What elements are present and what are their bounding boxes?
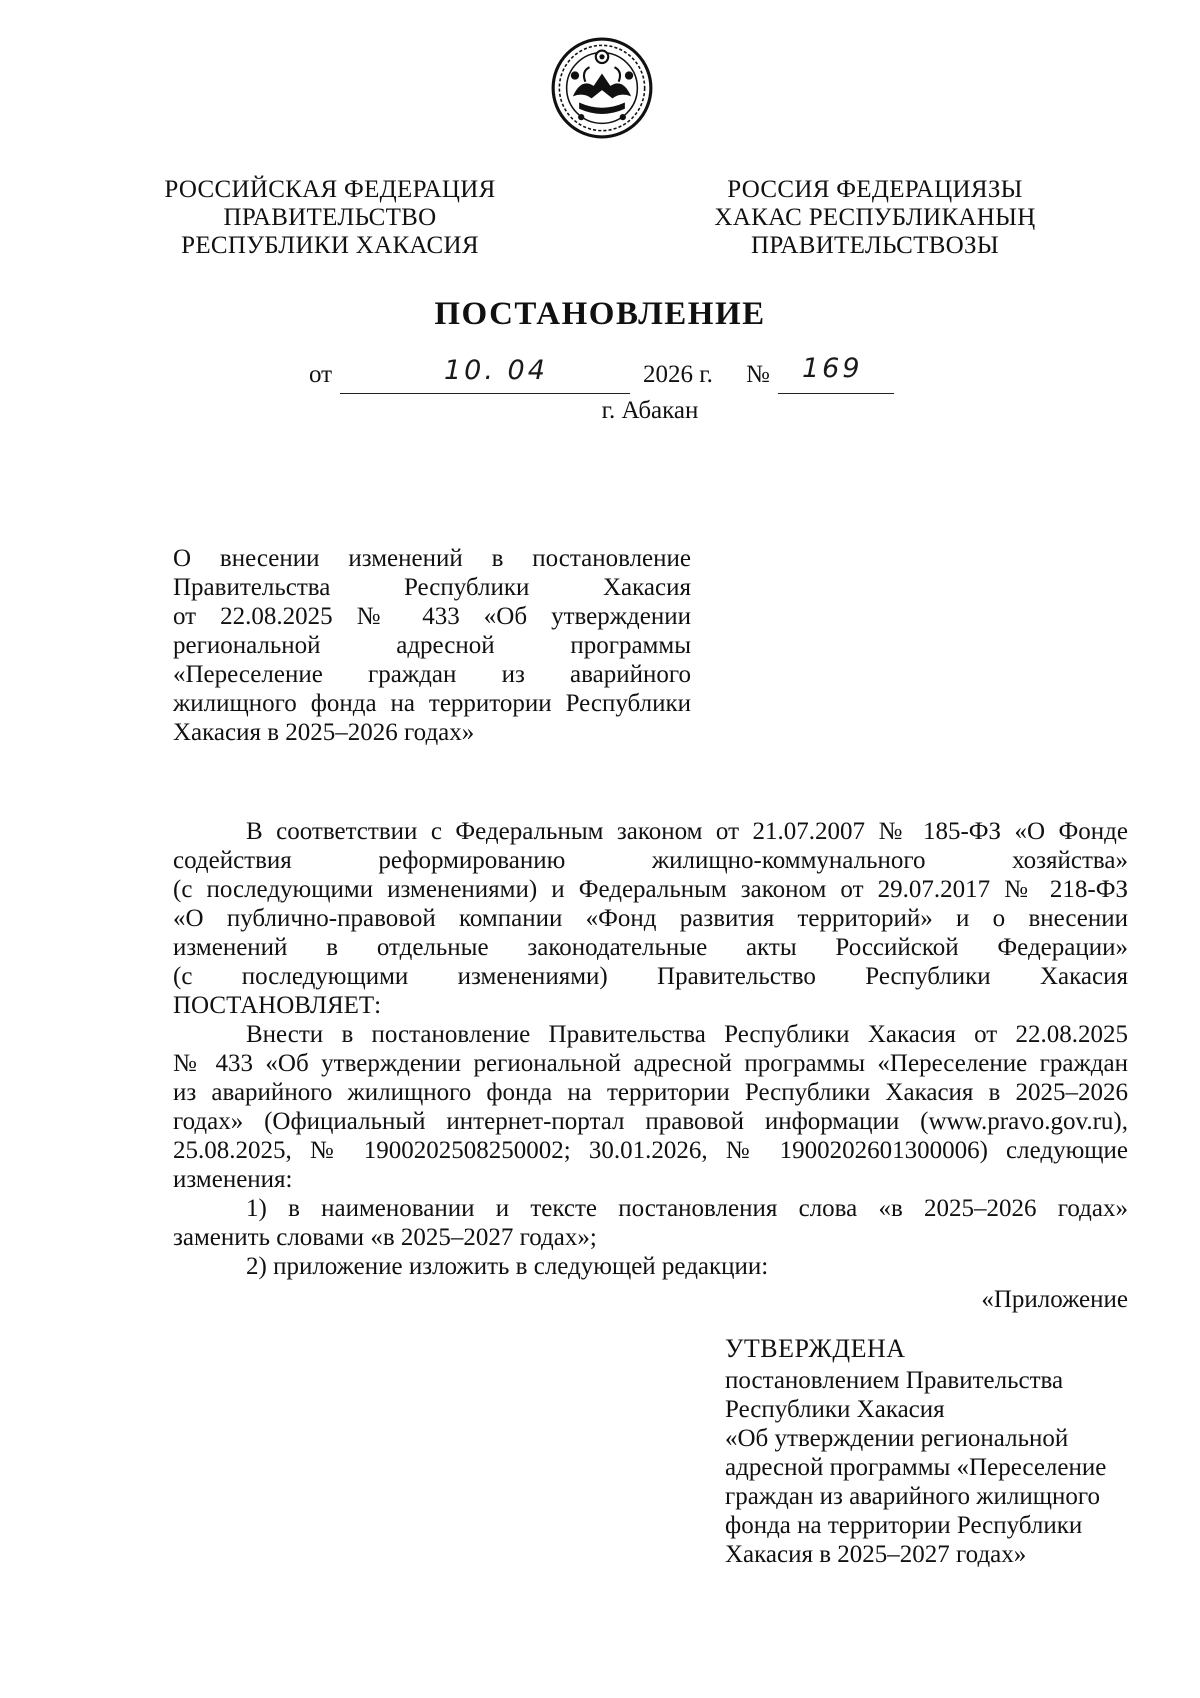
preamble-line: содействия реформированию жилищно-коммунального хозяйства» — [173, 847, 1128, 874]
approval-block — [725, 1334, 1145, 1569]
subject-line: жилищного фонда на территории Республики — [173, 690, 691, 717]
approval-line: адресной программы «Переселение — [725, 1454, 1107, 1481]
preamble-line: В соответствии с Федеральным законом от 21.07.2007 № 185-ФЗ «О Фонде — [246, 818, 1128, 845]
date-from-label: от — [309, 361, 333, 388]
header-right-line: ХАКАС РЕСПУБЛИКАНЫҢ — [714, 204, 1036, 231]
body-text — [173, 817, 1128, 1314]
amend-line: изменения: — [173, 1166, 293, 1193]
approval-heading: УТВЕРЖДЕНА — [725, 1334, 906, 1363]
approval-line: «Об утверждении региональной — [725, 1425, 1069, 1452]
number-underline — [778, 393, 894, 394]
item-1-line: заменить словами «в 2025–2027 годах»; — [173, 1224, 597, 1251]
header-left-line: ПРАВИТЕЛЬСТВО — [223, 204, 437, 231]
header-right-block — [690, 176, 1060, 260]
subject-line: Правительства Республики Хакасия — [173, 574, 691, 601]
amend-line: № 433 «Об утверждении региональной адресной программы «Переселение граждан — [173, 1050, 1128, 1077]
subject-line: О внесении изменений в постановление — [173, 545, 691, 572]
date-handwritten: 10. 04 — [444, 355, 548, 386]
date-year: 2026 г. — [643, 361, 713, 388]
subject-line: «Переселение граждан из аварийного — [173, 661, 691, 688]
coat-of-arms-emblem — [550, 36, 654, 140]
approval-line: Республики Хакасия — [725, 1396, 945, 1423]
approval-line: граждан из аварийного жилищного — [725, 1483, 1101, 1510]
city-name: г. Абакан — [601, 397, 699, 424]
header-right-line: РОССИЯ ФЕДЕРАЦИЯЗЫ — [727, 176, 1023, 203]
amend-line: Внести в постановление Правительства Республики Хакасия от 22.08.2025 — [246, 1021, 1128, 1048]
header-left-line: РЕСПУБЛИКИ ХАКАСИЯ — [181, 232, 479, 259]
preamble-line: ПОСТАНОВЛЯЕТ: — [173, 992, 382, 1019]
preamble-line: «О публично-правовой компании «Фонд развития территорий» и о внесении — [173, 905, 1128, 932]
subject-block — [173, 544, 691, 747]
number-handwritten: 169 — [802, 353, 863, 384]
header-right-line: ПРАВИТЕЛЬСТВОЗЫ — [751, 232, 999, 259]
preamble-line: (с последующими изменениями) Правительство Республики Хакасия — [173, 963, 1128, 990]
preamble-line: изменений в отдельные законодательные акты Российской Федерации» — [173, 934, 1128, 961]
subject-line: Хакасия в 2025–2026 годах» — [173, 719, 475, 746]
item-2: 2) приложение изложить в следующей редакции: — [246, 1253, 769, 1280]
document-title: ПОСТАНОВЛЕНИЕ — [434, 296, 766, 332]
amend-line: 25.08.2025, № 1900202508250002; 30.01.2026, № 1900202601300006) следующие — [173, 1137, 1128, 1164]
header-left-line: РОССИЙСКАЯ ФЕДЕРАЦИЯ — [164, 176, 496, 203]
amend-line: из аварийного жилищного фонда на территории Республики Хакасия в 2025–2026 — [173, 1079, 1128, 1106]
date-underline — [340, 393, 630, 394]
approval-line: Хакасия в 2025–2027 годах» — [725, 1541, 1027, 1568]
preamble-line: (с последующими изменениями) и Федеральным законом от 29.07.2017 № 218-ФЗ — [173, 876, 1128, 903]
approval-line: постановлением Правительства — [725, 1367, 1064, 1394]
amend-line: годах» (Официальный интернет-портал правовой информации (www.pravo.gov.ru), — [173, 1108, 1128, 1135]
header-left-block — [160, 176, 500, 260]
subject-line: от 22.08.2025 № 433 «Об утверждении — [173, 603, 691, 630]
item-1-line: 1) в наименовании и тексте постановления слова «в 2025–2026 годах» — [246, 1195, 1128, 1222]
approval-line: фонда на территории Республики — [725, 1512, 1083, 1539]
appendix-label: «Приложение — [981, 1286, 1128, 1313]
number-label: № — [746, 361, 770, 388]
subject-line: региональной адресной программы — [173, 632, 691, 659]
